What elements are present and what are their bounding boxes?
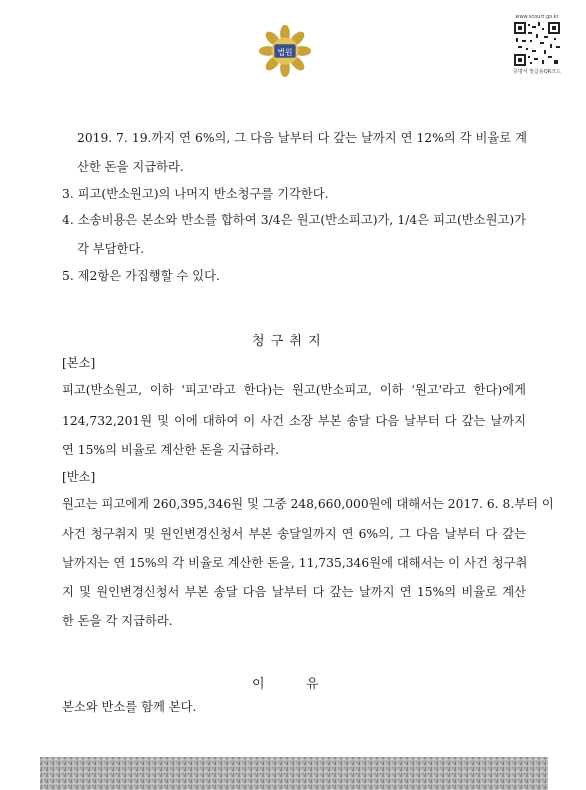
qr-url: www.scourt.go.kr bbox=[515, 14, 559, 20]
main-claim-label: [본소] bbox=[62, 356, 96, 370]
order-item-5: 5. 제2항은 가집행할 수 있다. bbox=[62, 269, 220, 283]
order-continuation-line2: 산한 돈을 지급하라. bbox=[77, 160, 184, 174]
main-claim-line3: 연 15%의 비율로 계산한 돈을 지급하라. bbox=[62, 443, 280, 457]
reason-title-right: 유 bbox=[306, 677, 319, 692]
main-claim-line2: 124,732,201원 및 이에 대하여 이 사건 소장 부본 송달 다음 날부터 다 갚는 날까지 bbox=[62, 414, 526, 428]
counter-claim-line3: 날까지는 연 15%의 각 비율로 계산한 돈을, 11,735,346원에 대해서는 이 사건 청구취 bbox=[62, 556, 528, 570]
counter-claim-label: [반소] bbox=[62, 470, 96, 484]
counter-claim-line2: 사건 청구취지 및 원인변경신청서 부본 송달일까지 연 6%의, 그 다음 날부터 다 갚는 bbox=[62, 527, 526, 541]
order-continuation-line1: 2019. 7. 19.까지 연 6%의, 그 다음 날부터 다 갚는 날까지 연 12%의 각 비율로 계 bbox=[77, 131, 527, 145]
claim-title: 청 구 취 지 bbox=[252, 334, 322, 349]
emblem-text: 법원 bbox=[277, 47, 293, 57]
order-item-3: 3. 피고(반소원고)의 나머지 반소청구를 기각한다. bbox=[62, 187, 329, 201]
qr-caption: 증명서 발급용QR코드 bbox=[513, 69, 561, 75]
reason-title-left: 이 bbox=[252, 677, 265, 692]
main-claim-line1: 피고(반소원고, 이하 '피고'라고 한다)는 원고(반소피고, 이하 '원고'라고 한다)에게 bbox=[62, 383, 526, 397]
counter-claim-line5: 한 돈을 각 지급하라. bbox=[62, 614, 173, 628]
court-emblem-icon bbox=[256, 22, 314, 80]
counter-claim-line1: 원고는 피고에게 260,395,346원 및 그중 248,660,000원에 대해서는 2017. 6. 8.부터 이 bbox=[62, 497, 554, 511]
qr-code-icon bbox=[514, 22, 560, 66]
counter-claim-line4: 지 및 원인변경신청서 부본 송달 다음 날부터 다 갚는 날까지 연 15%의 비율로 계산 bbox=[62, 585, 526, 599]
security-pattern-strip bbox=[40, 757, 548, 790]
reason-line1: 본소와 반소를 함께 본다. bbox=[62, 700, 197, 714]
order-item-4-line1: 4. 소송비용은 본소와 반소를 합하여 3/4은 원고(반소피고)가, 1/4은 피고(반소원고)가 bbox=[62, 213, 527, 227]
order-item-4-line2: 각 부담한다. bbox=[77, 242, 145, 256]
